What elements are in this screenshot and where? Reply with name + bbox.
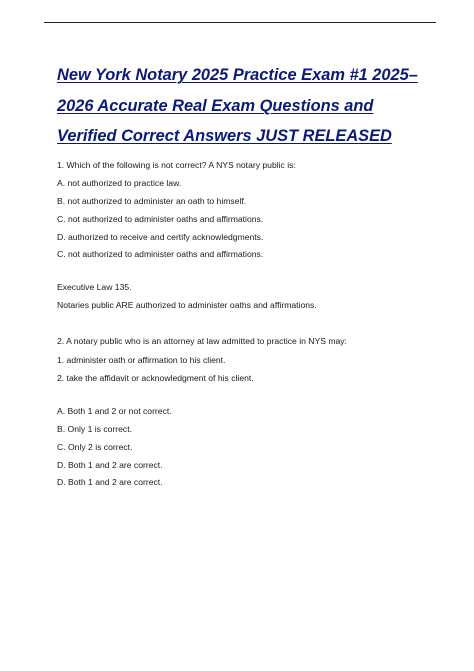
question-1-answer: C. not authorized to administer oaths and affirmations. [57,249,264,259]
question-2-option-b: B. Only 1 is correct. [57,424,132,434]
question-1-option-a: A. not authorized to practice law. [57,178,182,188]
question-2-option-c: C. Only 2 is correct. [57,442,133,452]
question-1-explanation: Notaries public ARE authorized to administer oaths and affirmations. [57,300,317,310]
title-line-3: Verified Correct Answers JUST RELEASED [57,127,392,145]
question-2-text: 2. A notary public who is an attorney at law admitted to practice in NYS may: [57,336,347,346]
title-line-2: 2026 Accurate Real Exam Questions and [57,96,374,115]
document-title [57,60,427,152]
question-1-option-b: B. not authorized to administer an oath to himself. [57,196,247,206]
question-2-answer: D. Both 1 and 2 are correct. [57,477,163,487]
question-2-statement-1: 1. administer oath or affirmation to his client. [57,355,226,365]
question-1-text: 1. Which of the following is not correct? A NYS notary public is: [57,160,296,170]
question-1-option-d: D. authorized to receive and certify acknowledgments. [57,232,264,242]
question-2-option-d: D. Both 1 and 2 are correct. [57,460,163,470]
header-rule [44,22,436,23]
question-2-statement-2: 2. take the affidavit or acknowledgment of his client. [57,373,254,383]
title-line-1: New York Notary 2025 Practice Exam #1 2025– [57,66,418,84]
question-2-option-a: A. Both 1 and 2 or not correct. [57,406,172,416]
question-1-option-c: C. not authorized to administer oaths and affirmations. [57,214,264,224]
question-1-reference: Executive Law 135. [57,282,132,292]
